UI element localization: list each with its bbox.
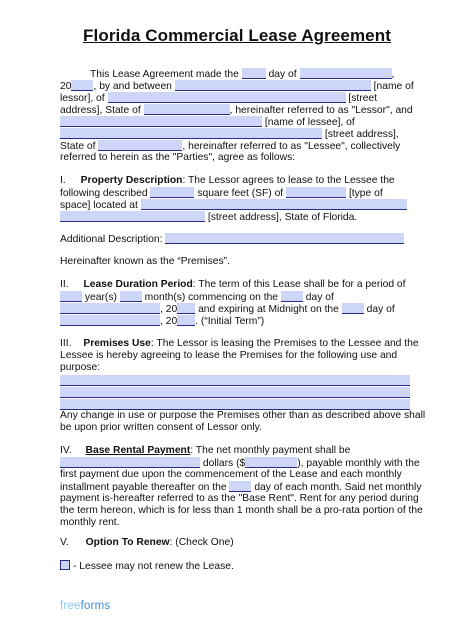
section-4-line-3: first payment due upon the commencement of the Lease and each monthly bbox=[60, 469, 402, 480]
section-3-line-1: III. Premises Use: The Lessor is leasing the Premises to the Lessee and the bbox=[60, 338, 419, 349]
section-1-line-3: space] located at bbox=[60, 199, 420, 211]
use-purpose-field-1[interactable] bbox=[60, 375, 410, 386]
change-line-2: be upon prior written consent of Lessor only. bbox=[60, 422, 262, 433]
renew-option-1: - Lessee may not renew the Lease. bbox=[60, 560, 420, 572]
month-field[interactable] bbox=[300, 68, 392, 79]
square-feet-field[interactable] bbox=[150, 187, 194, 198]
section-2-line-2: year(s) month(s) commencing on the day of bbox=[60, 291, 420, 303]
intro-line-3: lessor], of [street bbox=[60, 93, 378, 104]
section-4-line-5: payment is-hereafter referred to as the "Base Rent". Rent for any period during bbox=[60, 493, 419, 504]
use-purpose-field-2[interactable] bbox=[60, 387, 410, 398]
end-month-field[interactable] bbox=[60, 315, 160, 326]
section-1-line-4: [street address], State of Florida. bbox=[60, 211, 420, 223]
premises-known-line: Hereinafter known as the “Premises”. bbox=[60, 256, 230, 267]
lessee-state-field[interactable] bbox=[98, 140, 182, 151]
year-field[interactable] bbox=[71, 80, 93, 91]
section-4-line-7: monthly rent. bbox=[60, 517, 120, 528]
section-1-line-2: following described square feet (SF) of [type of bbox=[60, 188, 383, 199]
section-2-heading: Lease Duration Period bbox=[83, 279, 193, 290]
additional-description-line: Additional Description: bbox=[60, 233, 420, 245]
lessor-state-field[interactable] bbox=[144, 104, 230, 115]
start-year-field[interactable] bbox=[177, 303, 195, 314]
day-field[interactable] bbox=[242, 68, 266, 79]
use-purpose-field-3[interactable] bbox=[60, 399, 410, 410]
start-month-field[interactable] bbox=[60, 303, 160, 314]
freeforms-logo: freeforms bbox=[60, 600, 111, 612]
space-type-field[interactable] bbox=[286, 187, 346, 198]
section-4-line-1: IV. Base Rental Payment: The net monthly payment shall be bbox=[60, 445, 351, 456]
change-line-1: Any change in use or purpose the Premises other than as described above shall bbox=[60, 410, 426, 421]
property-address-field[interactable] bbox=[60, 211, 205, 222]
intro-line-1: This Lease Agreement made the day of , bbox=[90, 69, 395, 80]
months-field[interactable] bbox=[120, 291, 142, 302]
section-3-heading: Premises Use bbox=[83, 338, 151, 349]
intro-line-4: address], State of , hereinafter referred to as "Lessor", and bbox=[60, 105, 413, 116]
section-4-line-2: dollars ($ ), payable monthly with the bbox=[60, 457, 420, 469]
intro-line-6: [street address], bbox=[60, 128, 420, 140]
section-2-line-4: , 20 . (“Initial Term”) bbox=[60, 315, 420, 327]
end-year-field[interactable] bbox=[177, 315, 195, 326]
additional-description-field[interactable] bbox=[165, 233, 404, 244]
rent-words-field[interactable] bbox=[60, 457, 200, 468]
section-2-line-1: II. Lease Duration Period: The term of this Lease shall be for a period of bbox=[60, 279, 406, 290]
lessee-name-field[interactable] bbox=[60, 116, 262, 127]
space-location-field[interactable] bbox=[141, 199, 407, 210]
start-day-field[interactable] bbox=[281, 291, 303, 302]
section-4-heading: Base Rental Payment bbox=[85, 445, 191, 456]
section-4-line-6: the term hereon, which is for less than 1 month shall be a pro-rata portion of the bbox=[60, 505, 423, 516]
intro-line-7: State of , hereinafter referred to as "Lessee", collectively bbox=[60, 141, 401, 152]
section-4-line-4: installment payable thereafter on the day of each month. Said net monthly bbox=[60, 482, 422, 493]
intro-line-5: [name of lessee], of bbox=[60, 116, 420, 128]
lessor-address-field[interactable] bbox=[108, 92, 346, 103]
intro-line-8: referred to herein as the "Parties", agree as follows: bbox=[60, 152, 296, 163]
renew-option-1-checkbox[interactable] bbox=[60, 560, 70, 570]
lessee-address-field[interactable] bbox=[60, 128, 322, 139]
section-3-line-3: purpose: bbox=[60, 362, 101, 373]
document-title: Florida Commercial Lease Agreement bbox=[83, 26, 391, 45]
section-3-line-2: Lessee is hereby agreeing to lease the Premises for the following use and bbox=[60, 350, 398, 361]
section-1-line-1: I. Property Description: The Lessor agrees to lease to the Lessee the bbox=[60, 175, 395, 186]
rent-amount-field[interactable] bbox=[245, 457, 297, 468]
section-2-line-3: , 20 and expiring at Midnight on the day of bbox=[60, 303, 420, 315]
years-field[interactable] bbox=[60, 291, 82, 302]
intro-line-2: 20 , by and between [name of bbox=[60, 81, 414, 92]
section-5-heading: Option To Renew bbox=[85, 537, 170, 548]
payment-day-field[interactable] bbox=[229, 481, 251, 492]
section-1-heading: Property Description bbox=[80, 175, 183, 186]
end-day-field[interactable] bbox=[342, 303, 364, 314]
section-5-line-1: V. Option To Renew: (Check One) bbox=[60, 537, 234, 548]
lessor-name-field[interactable] bbox=[175, 80, 371, 91]
